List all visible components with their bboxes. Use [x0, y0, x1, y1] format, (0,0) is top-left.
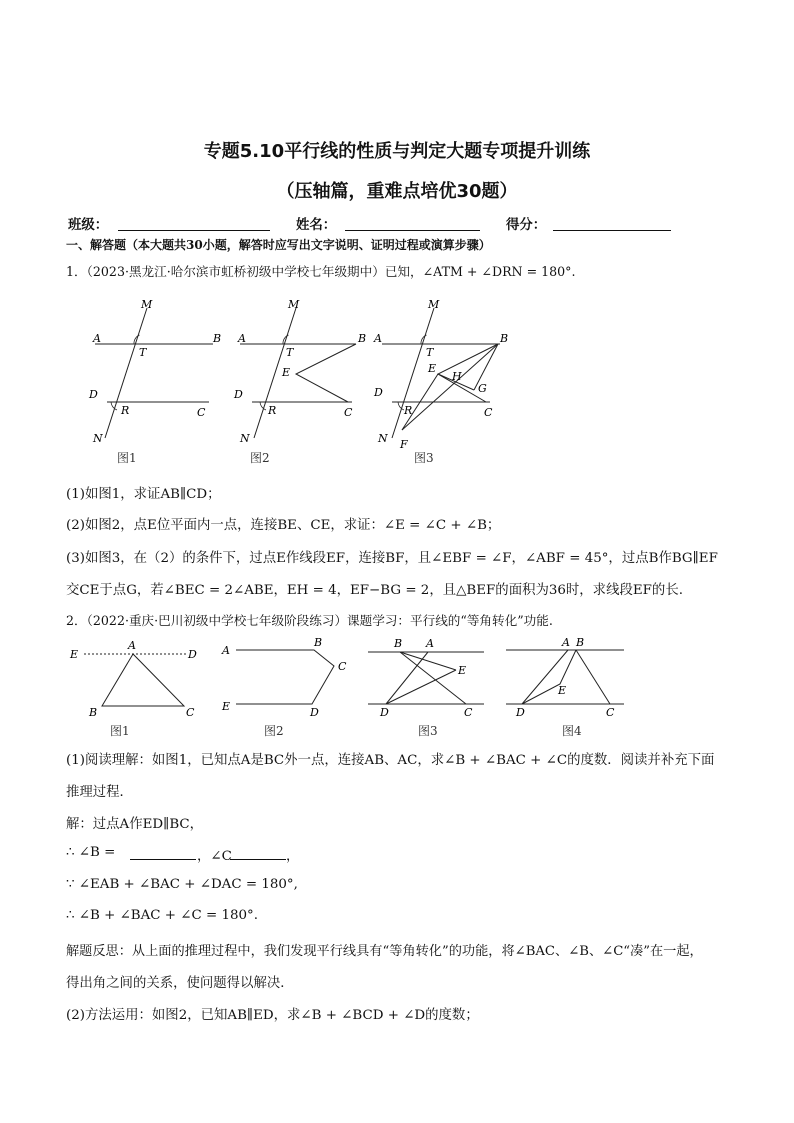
label-C: C — [338, 660, 347, 673]
label-A: A — [93, 332, 101, 345]
page-title: 专题5.10平行线的性质与判定大题专项提升训练 — [203, 141, 591, 162]
page-subtitle: （压轴篇，重难点培优30题） — [276, 181, 518, 202]
q1-figure-2 — [230, 292, 370, 464]
label-C: C — [484, 406, 493, 419]
q1-caption-3: 图3 — [414, 451, 434, 465]
q1-caption-1: 图1 — [117, 451, 137, 465]
label-D: D — [374, 386, 383, 399]
q1-part2: (2)如图2，点E位平面内一点，连接BE、CE，求证：∠E = ∠C + ∠B； — [66, 518, 501, 533]
class-field[interactable] — [118, 230, 270, 231]
q2-step3: ∴ ∠B + ∠BAC + ∠C = 180°. — [66, 908, 258, 923]
q2-part1-line2: 推理过程． — [66, 785, 133, 800]
q2-step1-start: ∴ ∠B = — [66, 845, 116, 860]
label-B: B — [576, 636, 585, 649]
label-E: E — [70, 648, 79, 661]
q1-part3-line1: (3)如图3，在（2）的条件下，过点E作线段EF，连接BF，且∠EBF = ∠F，∠ABF = 45°，过点B作BG∥EF — [66, 551, 718, 566]
label-D: D — [310, 706, 319, 719]
label-A: A — [238, 332, 246, 345]
label-N: N — [378, 432, 388, 445]
q1-stem: 1．（2023·黑龙江·哈尔滨市虹桥初级中学校七年级期中）已知，∠ATM + ∠DRN = 180°. — [66, 264, 576, 279]
q2-solution-intro: 解：过点A作ED∥BC， — [66, 817, 204, 832]
q2-caption-3: 图3 — [418, 724, 438, 738]
q1-figure-3 — [370, 292, 520, 464]
label-B: B — [213, 332, 222, 345]
q2-caption-1: 图1 — [110, 724, 130, 738]
q2-step1-end: ， — [286, 849, 300, 864]
label-D: D — [234, 388, 243, 401]
label-R: R — [268, 404, 277, 417]
q1-caption-2: 图2 — [250, 451, 270, 465]
label-N: N — [240, 432, 250, 445]
label-R: R — [121, 404, 130, 417]
label-E: E — [458, 664, 467, 677]
label-A: A — [128, 639, 136, 652]
label-B: B — [314, 636, 323, 649]
label-M: M — [141, 298, 153, 311]
score-label: 得分： — [506, 217, 547, 233]
q2-caption-4: 图4 — [562, 724, 582, 738]
class-label: 班级： — [68, 217, 109, 233]
label-D: D — [89, 388, 98, 401]
q2-reflection-line1: 解题反思：从上面的推理过程中，我们发现平行线具有“等角转化”的功能，将∠BAC、∠B、∠C“凑”在一起， — [66, 944, 703, 959]
label-E: E — [282, 366, 291, 379]
label-F: F — [400, 438, 408, 451]
score-field[interactable] — [553, 230, 671, 231]
q2-step1-mid: ，∠C — [197, 849, 232, 864]
label-M: M — [428, 298, 440, 311]
label-A: A — [562, 636, 570, 649]
label-D: D — [188, 648, 197, 661]
q1-part1: (1)如图1，求证AB∥CD； — [66, 487, 221, 502]
label-T: T — [139, 346, 147, 359]
label-C: C — [197, 406, 206, 419]
label-C: C — [344, 406, 353, 419]
label-E: E — [428, 362, 437, 375]
q1-part3-line2: 交CE于点G，若∠BEC = 2∠ABE，EH = 4，EF−BG = 2，且△BEF的面积为36时，求线段EF的长. — [66, 583, 683, 598]
label-R: R — [404, 404, 413, 417]
q2-step2: ∵ ∠EAB + ∠BAC + ∠DAC = 180°, — [66, 877, 298, 892]
label-E: E — [222, 700, 231, 713]
name-field[interactable] — [345, 230, 480, 231]
section-heading: 一、解答题（本大题共30小题，解答时应写出文字说明、证明过程或演算步骤） — [66, 238, 491, 252]
label-B: B — [500, 332, 509, 345]
label-H: H — [452, 370, 462, 383]
q1-figure-1 — [85, 292, 225, 464]
label-B: B — [89, 706, 98, 719]
q2-caption-2: 图2 — [264, 724, 284, 738]
label-D: D — [380, 706, 389, 719]
label-T: T — [286, 346, 294, 359]
label-A: A — [222, 644, 230, 657]
label-T: T — [426, 346, 434, 359]
blank-answer-2[interactable] — [230, 859, 286, 860]
label-A: A — [426, 637, 434, 650]
label-C: C — [186, 706, 195, 719]
q2-stem: 2．（2022·重庆·巴川初级中学校七年级阶段练习）课题学习：平行线的“等角转化”功能. — [66, 613, 553, 628]
label-E: E — [558, 684, 567, 697]
label-G: G — [478, 382, 487, 395]
q2-figure-2 — [218, 636, 368, 742]
name-label: 姓名： — [296, 217, 337, 233]
label-D: D — [516, 706, 525, 719]
q2-figure-4 — [502, 636, 632, 742]
blank-answer-1[interactable] — [130, 859, 196, 860]
label-C: C — [606, 706, 615, 719]
q2-reflection-line2: 得出角之间的关系，使问题得以解决． — [66, 976, 294, 991]
label-B: B — [394, 637, 403, 650]
label-N: N — [93, 432, 103, 445]
q2-figure-1 — [66, 636, 216, 742]
label-B: B — [358, 332, 367, 345]
q2-part1-line1: (1)阅读理解：如图1，已知点A是BC外一点，连接AB、AC，求∠B + ∠BAC + ∠C的度数．阅读并补充下面 — [66, 753, 715, 768]
q2-part2: (2)方法运用：如图2，已知AB∥ED，求∠B + ∠BCD + ∠D的度数； — [66, 1008, 479, 1023]
q2-figure-3 — [362, 636, 492, 742]
label-A: A — [374, 332, 382, 345]
label-M: M — [288, 298, 300, 311]
label-C: C — [464, 706, 473, 719]
